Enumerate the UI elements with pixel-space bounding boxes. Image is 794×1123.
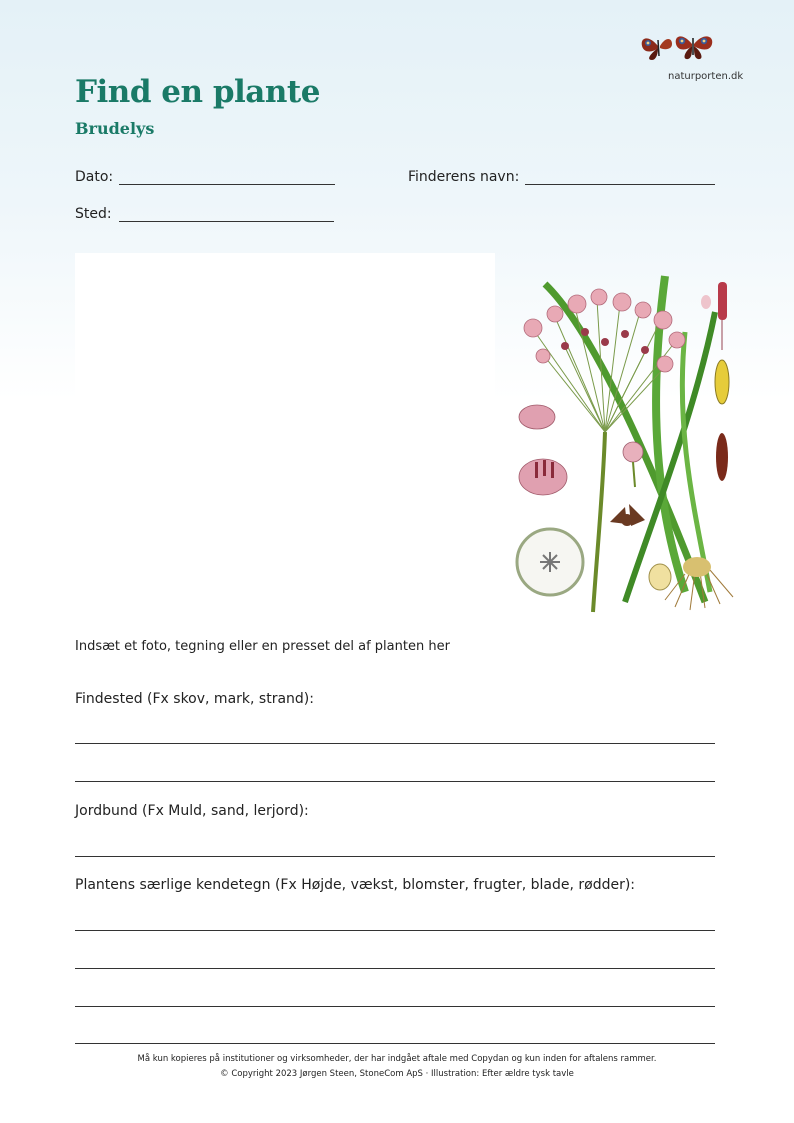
- finder-label: Finderens navn:: [408, 169, 520, 185]
- place-line[interactable]: [119, 221, 334, 222]
- date-line[interactable]: [119, 184, 335, 185]
- photo-area[interactable]: [75, 253, 495, 618]
- finder-line[interactable]: [525, 184, 715, 185]
- kendetegn-line-4[interactable]: [75, 1043, 715, 1044]
- kendetegn-line-2[interactable]: [75, 968, 715, 969]
- site-name: naturporten.dk: [668, 71, 744, 82]
- findested-label: Findested (Fx skov, mark, strand):: [75, 691, 314, 707]
- photo-instruction: Indsæt et foto, tegning eller en presset del af planten her: [75, 639, 450, 654]
- findested-line-1[interactable]: [75, 743, 715, 744]
- jordbund-line-1[interactable]: [75, 856, 715, 857]
- place-label: Sted:: [75, 206, 112, 222]
- kendetegn-line-1[interactable]: [75, 930, 715, 931]
- findested-line-2[interactable]: [75, 781, 715, 782]
- jordbund-label: Jordbund (Fx Muld, sand, lerjord):: [75, 803, 309, 819]
- footer-copy-notice: Må kun kopieres på institutioner og virksomheder, der har indgået aftale med Copydan og kun inden for aftalens rammer.: [137, 1054, 657, 1064]
- plant-illustration: [505, 272, 745, 622]
- page-title: Find en plante: [75, 74, 320, 110]
- plant-name: Brudelys: [75, 119, 155, 138]
- kendetegn-line-3[interactable]: [75, 1006, 715, 1007]
- butterfly-icon: [636, 28, 718, 64]
- date-label: Dato:: [75, 169, 114, 185]
- footer-copyright: © Copyright 2023 Jørgen Steen, StoneCom ApS · Illustration: Efter ældre tysk tavle: [220, 1069, 574, 1079]
- kendetegn-label: Plantens særlige kendetegn (Fx Højde, vækst, blomster, frugter, blade, rødder):: [75, 877, 636, 893]
